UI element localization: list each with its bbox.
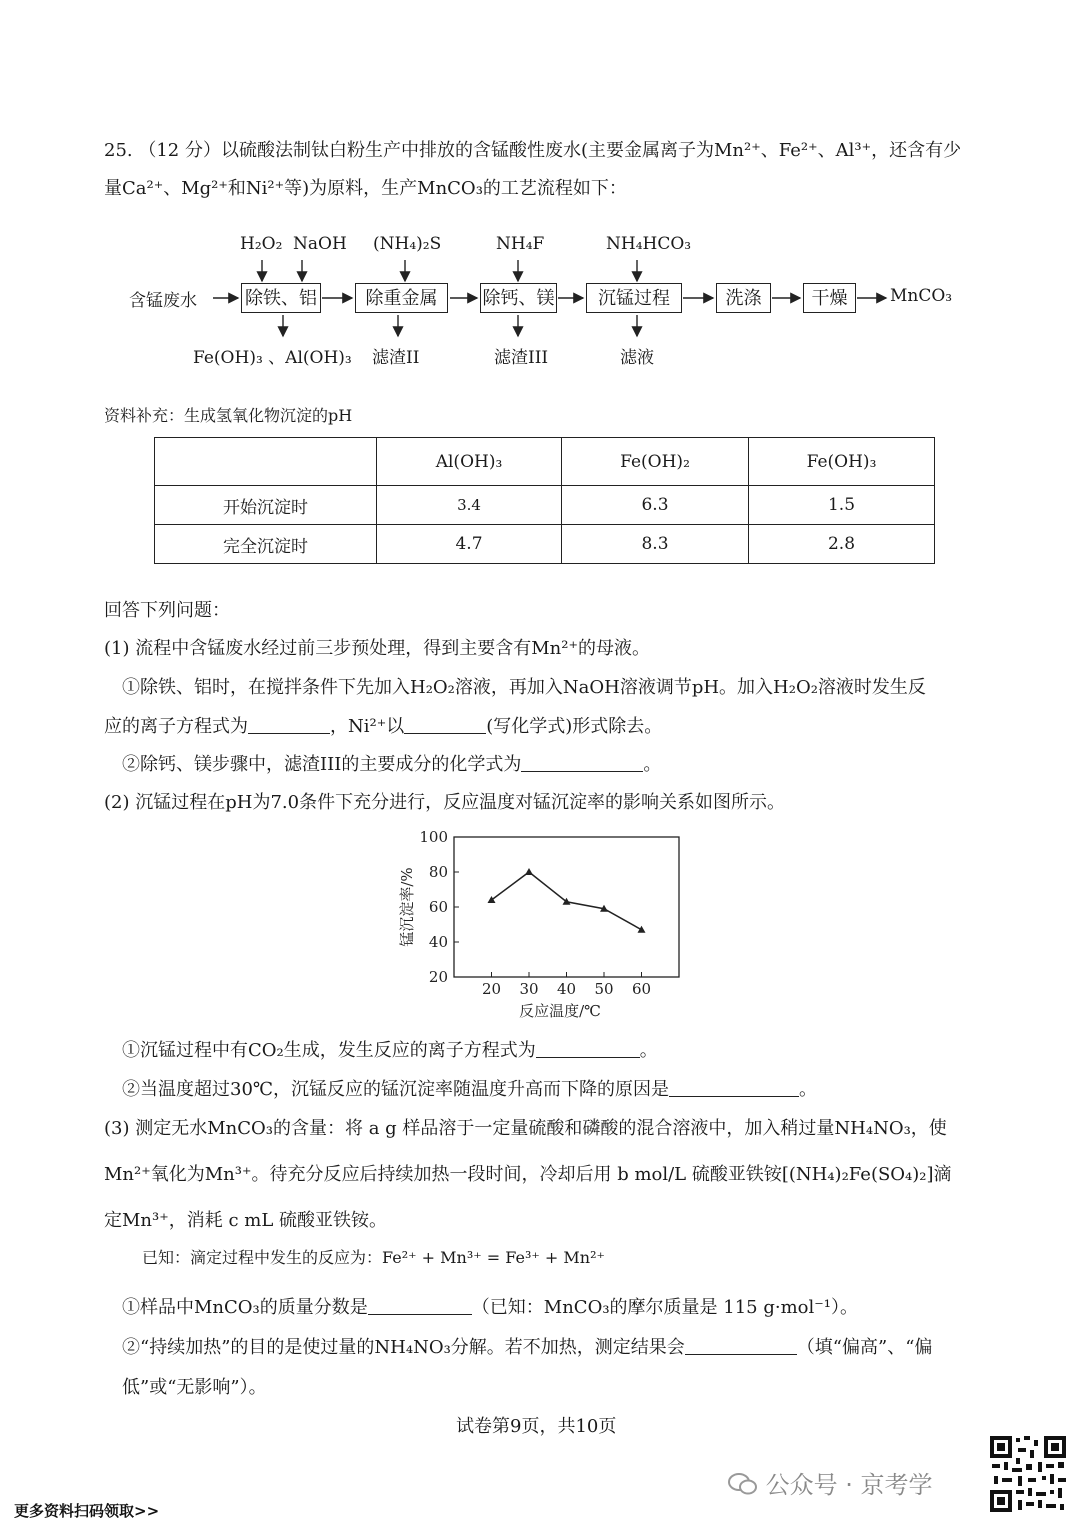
text: 。 (799, 1079, 818, 1100)
plot-frame (454, 837, 679, 977)
text: 。 (639, 1040, 658, 1061)
more-materials-link[interactable]: 更多资料扫码领取>> (14, 1502, 160, 1520)
flow-arrows (0, 0, 1080, 380)
table-header-cell: Fe(OH)₂ (562, 438, 749, 486)
table-header-cell: Al(OH)₃ (377, 438, 562, 486)
y-tick-label: 60 (428, 898, 448, 916)
flow-step-remove-ca-mg: 除钙、镁 (480, 283, 557, 313)
text: ②当温度超过30℃，沉锰反应的锰沉淀率随温度升高而下降的原因是 (122, 1079, 670, 1100)
table-cell: 2.8 (749, 525, 935, 564)
residue-3: 滤渣III (494, 348, 549, 368)
reagent-nh4-2s: (NH₄)₂S (373, 234, 442, 254)
residue-hydroxides: Fe(OH)₃ 、Al(OH)₃ (193, 348, 352, 368)
flow-step-remove-heavy-metals: 除重金属 (355, 283, 448, 313)
flow-product-label: MnCO₃ (890, 286, 953, 306)
table-row (155, 525, 935, 564)
wechat-watermark (728, 1465, 933, 1500)
part3-line1: (3) 测定无水MnCO₃的含量：将 a g 样品溶于一定量硫酸和磷酸的混合溶液中，加入稍过量NH₄NO₃，使 (104, 1118, 947, 1139)
wechat-icon (728, 1471, 758, 1497)
text: （已知：MnCO₃的摩尔质量是 115 g·mol⁻¹）。 (471, 1297, 858, 1318)
table-cell: 完全沉淀时 (155, 525, 377, 564)
x-tick-label: 40 (556, 980, 577, 998)
table-cell: 8.3 (562, 525, 749, 564)
mn-precipitation-chart (380, 826, 700, 1026)
ph-table (154, 437, 935, 564)
watermark-text: 公众号 · 京考学 (765, 1471, 933, 1499)
x-tick-label: 60 (631, 980, 652, 998)
y-axis-label: 锰沉淀率/% (398, 867, 416, 947)
part1-b-line (122, 752, 661, 778)
part3-line3: 定Mn³⁺，消耗 c mL 硫酸亚铁铵。 (104, 1210, 388, 1231)
data-point-marker (525, 868, 533, 875)
answer-intro: 回答下列问题： (104, 600, 230, 621)
table-header-cell (155, 438, 377, 486)
y-tick-label: 80 (428, 863, 448, 881)
part3-line2: Mn²⁺氧化为Mn³⁺。待充分反应后持续加热一段时间，冷却后用 b mol/L 硫酸亚铁铵[(NH₄)₂Fe(SO₄)₂]滴 (104, 1164, 952, 1185)
residue-2: 滤渣II (372, 348, 420, 368)
y-tick-label: 20 (428, 968, 448, 986)
answer-blank[interactable] (368, 1296, 472, 1315)
y-tick-label: 40 (428, 933, 448, 951)
reagent-nh4f: NH₄F (496, 234, 545, 254)
table-header-cell: Fe(OH)₃ (749, 438, 935, 486)
text: （填“偏高”、“偏 (796, 1337, 933, 1358)
answer-blank[interactable] (248, 715, 330, 734)
x-axis-label: 反应温度/℃ (519, 1002, 601, 1020)
question-stem-line-1: 25. （12 分）以硫酸法制钛白粉生产中排放的含锰酸性废水(主要金属离子为Mn²⁺、Fe²⁺、Al³⁺，还含有少 (104, 140, 962, 161)
answer-blank[interactable] (521, 753, 643, 772)
reagent-naoh: NaOH (293, 234, 347, 254)
answer-blank[interactable] (685, 1336, 797, 1355)
answer-blank[interactable] (669, 1078, 799, 1097)
qr-code-icon[interactable] (988, 1434, 1068, 1514)
page-footer: 试卷第9页，共10页 (456, 1416, 617, 1437)
flow-step-remove-fe-al: 除铁、铝 (241, 283, 321, 313)
part3-known-reaction: 已知：滴定过程中发生的反应为：Fe²⁺ + Mn³⁺ = Fe³⁺ + Mn²⁺ (142, 1248, 605, 1267)
part2-b-line (122, 1077, 817, 1103)
part1-a-line1: ①除铁、铝时，在搅拌条件下先加入H₂O₂溶液，再加入NaOH溶液调节pH。加入H₂O₂溶液时发生反 (122, 677, 926, 698)
part3-b-line (122, 1335, 932, 1361)
table-cell: 3.4 (377, 486, 562, 525)
part2-stem: (2) 沉锰过程在pH为7.0条件下充分进行，反应温度对锰沉淀率的影响关系如图所示。 (104, 792, 786, 813)
text: ①沉锰过程中有CO₂生成，发生反应的离子方程式为 (122, 1040, 536, 1061)
text: ②“持续加热”的目的是使过量的NH₄NO₃分解。若不加热，测定结果会 (122, 1337, 685, 1358)
flow-start-label: 含锰废水 (129, 291, 197, 311)
text: ，Ni²⁺以 (330, 716, 405, 737)
flow-step-drying: 干燥 (803, 283, 856, 313)
text: ①样品中MnCO₃的质量分数是 (122, 1297, 368, 1318)
table-cell: 4.7 (377, 525, 562, 564)
filtrate: 滤液 (620, 348, 654, 368)
supplement-note: 资料补充：生成氢氧化物沉淀的pH (104, 406, 353, 425)
x-tick-label: 20 (481, 980, 502, 998)
part2-a-line (122, 1038, 658, 1064)
table-cell: 6.3 (562, 486, 749, 525)
answer-blank[interactable] (536, 1039, 640, 1058)
text: ②除钙、镁步骤中，滤渣III的主要成分的化学式为 (122, 754, 522, 775)
x-tick-label: 30 (519, 980, 539, 998)
reagent-h2o2: H₂O₂ (240, 234, 283, 254)
flow-step-mn-precipitation: 沉锰过程 (586, 283, 682, 313)
table-row (155, 486, 935, 525)
part1-stem: (1) 流程中含锰废水经过前三步预处理，得到主要含有Mn²⁺的母液。 (104, 638, 650, 659)
table-cell: 1.5 (749, 486, 935, 525)
y-tick-label: 100 (419, 828, 448, 846)
x-tick-label: 50 (594, 980, 614, 998)
reagent-nh4hco3: NH₄HCO₃ (606, 234, 692, 254)
answer-blank[interactable] (404, 715, 486, 734)
question-stem-line-2: 量Ca²⁺、Mg²⁺和Ni²⁺等)为原料，生产MnCO₃的工艺流程如下： (104, 178, 627, 199)
text: 。 (643, 754, 662, 775)
text: 应的离子方程式为 (104, 716, 248, 737)
data-point-marker (638, 926, 646, 933)
part3-a-line (122, 1295, 858, 1321)
text: (写化学式)形式除去。 (486, 716, 663, 737)
flow-step-washing: 洗涤 (716, 283, 771, 313)
part1-a-line2 (104, 714, 662, 740)
table-cell: 开始沉淀时 (155, 486, 377, 525)
part3-b-line2: 低”或“无影响”）。 (122, 1377, 267, 1398)
